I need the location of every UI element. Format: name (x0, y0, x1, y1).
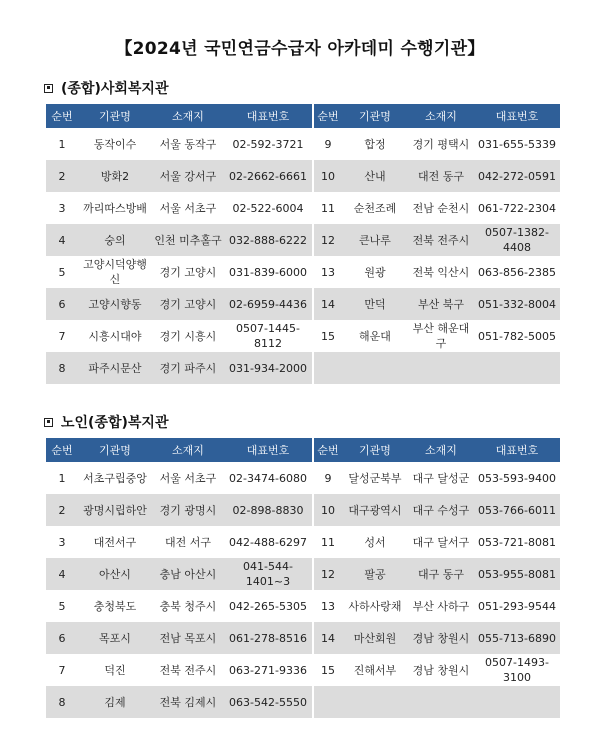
cell-col-no: 13 (321, 265, 335, 279)
cell-col-name: 진해서부 (353, 663, 397, 677)
table-header (314, 438, 560, 462)
cell-col-location: 경기 평택시 (412, 137, 470, 151)
cell-col-name: 마산회원 (353, 631, 397, 645)
cell-col-location: 충남 아산시 (159, 567, 217, 581)
table-row (46, 686, 312, 718)
cell-col-location: 대전 동구 (417, 169, 464, 183)
cell-col-location: 경남 창원시 (412, 663, 470, 677)
cell-col-name: 만덕 (364, 297, 386, 311)
cell-col-location: 경기 광명시 (159, 503, 217, 517)
cell-col-name: 대구광역시 (348, 503, 402, 517)
cell-col-phone: 051-332-8004 (478, 297, 556, 311)
cell-col-location: 서울 서초구 (159, 471, 217, 485)
table-social-welfare (46, 104, 560, 384)
cell-col-name: 광명시립하안 (83, 503, 147, 517)
header-col-name: 기관명 (99, 443, 131, 457)
table-senior-welfare (46, 438, 560, 718)
cell-col-phone: 051-293-9544 (478, 599, 556, 613)
header-col-no: 순번 (317, 109, 339, 123)
cell-col-location: 경기 시흥시 (159, 329, 217, 343)
square-bullet-icon (44, 418, 53, 427)
cell-col-no: 13 (321, 599, 335, 613)
cell-col-no: 6 (58, 631, 66, 645)
cell-col-phone: 042-272-0591 (478, 169, 556, 183)
cell-col-name: 시흥시대야 (88, 329, 142, 343)
table-row (46, 352, 312, 384)
cell-col-name: 동작이수 (93, 137, 137, 151)
cell-col-location: 서울 서초구 (159, 201, 217, 215)
cell-col-phone: 051-782-5005 (478, 329, 556, 343)
cell-col-name: 방화2 (100, 169, 130, 183)
table-row (46, 526, 312, 558)
cell-col-name: 순천조례 (353, 201, 397, 215)
cell-col-no: 10 (321, 169, 335, 183)
cell-col-no: 7 (58, 329, 66, 343)
cell-col-phone: 053-593-9400 (478, 471, 556, 485)
table-row (314, 288, 560, 320)
cell-col-name: 고양시덕양행신 (83, 258, 147, 286)
header-col-phone: 대표번호 (495, 443, 539, 457)
cell-col-phone: 02-3474-6080 (229, 471, 307, 485)
table-row (314, 320, 560, 352)
table-header (314, 104, 560, 128)
cell-col-location: 서울 동작구 (159, 137, 217, 151)
page-title: 【2024년 국민연금수급자 아카데미 수행기관】 (115, 39, 485, 59)
cell-col-location: 전북 김제시 (159, 695, 217, 709)
cell-col-location: 경기 고양시 (159, 265, 217, 279)
cell-col-phone: 02-6959-4436 (229, 297, 307, 311)
section-title-text: (종합)사회복지관 (61, 81, 169, 97)
table-row (46, 128, 312, 160)
cell-col-location: 부산 사하구 (412, 599, 470, 613)
cell-col-no: 9 (324, 471, 332, 485)
cell-col-no: 3 (58, 201, 66, 215)
header-col-name: 기관명 (359, 109, 391, 123)
cell-col-no: 11 (321, 201, 335, 215)
header-col-phone: 대표번호 (246, 443, 290, 457)
table-half-left (46, 438, 312, 718)
cell-col-name: 원광 (364, 265, 386, 279)
table-row (314, 256, 560, 288)
cell-col-phone: 041-544-1401~3 (243, 560, 293, 588)
table-row (46, 622, 312, 654)
cell-col-phone: 042-488-6297 (229, 535, 307, 549)
table-row (46, 654, 312, 686)
cell-col-location: 경남 창원시 (412, 631, 470, 645)
cell-col-name: 합정 (364, 137, 386, 151)
section-title-text: 노인(종합)복지관 (61, 415, 169, 431)
table-row (314, 494, 560, 526)
cell-col-name: 사하사랑채 (348, 599, 402, 613)
cell-col-no: 15 (321, 329, 335, 343)
cell-col-name: 서초구립중앙 (83, 471, 147, 485)
table-row (46, 558, 312, 590)
table-row (46, 462, 312, 494)
cell-col-phone: 053-955-8081 (478, 567, 556, 581)
cell-col-no: 2 (58, 169, 66, 183)
section-title-social-welfare (44, 78, 168, 98)
cell-col-location: 인천 미추홀구 (154, 233, 222, 247)
cell-col-phone: 02-592-3721 (232, 137, 304, 151)
cell-col-location: 전북 전주시 (159, 663, 217, 677)
cell-col-location: 경기 파주시 (159, 361, 217, 375)
cell-col-no: 5 (58, 265, 66, 279)
cell-col-location: 서울 강서구 (159, 169, 217, 183)
cell-col-location: 전남 순천시 (412, 201, 470, 215)
table-row (314, 622, 560, 654)
cell-col-no: 12 (321, 233, 335, 247)
header-col-no: 순번 (51, 109, 73, 123)
cell-col-phone: 031-934-2000 (229, 361, 307, 375)
table-row (314, 462, 560, 494)
table-row (46, 494, 312, 526)
header-col-phone: 대표번호 (246, 109, 290, 123)
header-col-no: 순번 (51, 443, 73, 457)
header-col-no: 순번 (317, 443, 339, 457)
cell-col-no: 4 (58, 233, 66, 247)
cell-col-phone: 053-721-8081 (478, 535, 556, 549)
header-col-location: 소재지 (425, 109, 457, 123)
cell-col-location: 경기 고양시 (159, 297, 217, 311)
table-row (314, 160, 560, 192)
cell-col-phone: 0507-1382-4408 (485, 226, 549, 254)
cell-col-phone: 055-713-6890 (478, 631, 556, 645)
cell-col-no: 14 (321, 631, 335, 645)
table-row (314, 192, 560, 224)
cell-col-no: 15 (321, 663, 335, 677)
cell-col-phone: 063-856-2385 (478, 265, 556, 279)
cell-col-no: 4 (58, 567, 66, 581)
cell-col-name: 파주시문산 (88, 361, 142, 375)
cell-col-no: 10 (321, 503, 335, 517)
cell-col-name: 김제 (104, 695, 126, 709)
cell-col-name: 목포시 (99, 631, 131, 645)
cell-col-location: 대구 달서구 (412, 535, 470, 549)
cell-col-phone: 063-271-9336 (229, 663, 307, 677)
cell-col-phone: 02-898-8830 (232, 503, 304, 517)
cell-col-no: 9 (324, 137, 332, 151)
cell-col-phone: 0507-1445-8112 (236, 322, 300, 350)
cell-col-location: 대전 서구 (164, 535, 211, 549)
cell-col-no: 1 (58, 471, 66, 485)
cell-col-name: 팔공 (364, 567, 386, 581)
table-half-right (314, 438, 560, 718)
table-row (314, 654, 560, 686)
header-col-location: 소재지 (172, 109, 204, 123)
cell-col-location: 부산 북구 (417, 297, 464, 311)
cell-col-phone: 02-522-6004 (232, 201, 304, 215)
cell-col-name: 고양시향동 (88, 297, 142, 311)
section-title-senior-welfare (44, 412, 168, 432)
header-col-location: 소재지 (425, 443, 457, 457)
cell-col-location: 대구 달성군 (412, 471, 470, 485)
table-row (314, 352, 560, 384)
header-col-phone: 대표번호 (495, 109, 539, 123)
cell-col-phone: 061-278-8516 (229, 631, 307, 645)
cell-col-name: 대전서구 (93, 535, 137, 549)
cell-col-name: 덕진 (104, 663, 126, 677)
cell-col-phone: 032-888-6222 (229, 233, 307, 247)
table-header (46, 104, 312, 128)
cell-col-location: 대구 동구 (417, 567, 464, 581)
cell-col-no: 11 (321, 535, 335, 549)
cell-col-name: 까리따스방배 (83, 201, 147, 215)
table-half-left (46, 104, 312, 384)
cell-col-location: 충북 청주시 (159, 599, 217, 613)
square-bullet-icon (44, 84, 53, 93)
cell-col-no: 2 (58, 503, 66, 517)
cell-col-location: 전북 익산시 (412, 265, 470, 279)
cell-col-phone: 053-766-6011 (478, 503, 556, 517)
cell-col-name: 달성군북부 (348, 471, 402, 485)
cell-col-location: 전남 목포시 (159, 631, 217, 645)
table-row (46, 256, 312, 288)
cell-col-no: 1 (58, 137, 66, 151)
cell-col-phone: 061-722-2304 (478, 201, 556, 215)
cell-col-no: 12 (321, 567, 335, 581)
table-half-right (314, 104, 560, 384)
table-row (46, 590, 312, 622)
table-row (46, 224, 312, 256)
cell-col-name: 성서 (364, 535, 386, 549)
cell-col-no: 5 (58, 599, 66, 613)
cell-col-phone: 031-839-6000 (229, 265, 307, 279)
cell-col-phone: 0507-1493-3100 (485, 656, 549, 684)
table-row (46, 192, 312, 224)
table-row (314, 590, 560, 622)
table-row (314, 224, 560, 256)
cell-col-no: 7 (58, 663, 66, 677)
table-header (46, 438, 312, 462)
cell-col-name: 산내 (364, 169, 386, 183)
cell-col-no: 8 (58, 695, 66, 709)
cell-col-phone: 063-542-5550 (229, 695, 307, 709)
cell-col-location: 대구 수성구 (412, 503, 470, 517)
cell-col-phone: 02-2662-6661 (229, 169, 307, 183)
table-row (46, 160, 312, 192)
header-col-name: 기관명 (359, 443, 391, 457)
header-col-location: 소재지 (172, 443, 204, 457)
header-col-name: 기관명 (99, 109, 131, 123)
table-row (314, 526, 560, 558)
cell-col-name: 충청북도 (93, 599, 137, 613)
cell-col-location: 전북 전주시 (412, 233, 470, 247)
cell-col-no: 14 (321, 297, 335, 311)
cell-col-name: 아산시 (99, 567, 131, 581)
cell-col-no: 6 (58, 297, 66, 311)
table-row (314, 558, 560, 590)
cell-col-name: 숭의 (104, 233, 126, 247)
table-row (46, 320, 312, 352)
cell-col-phone: 031-655-5339 (478, 137, 556, 151)
table-row (314, 128, 560, 160)
table-row (314, 686, 560, 718)
cell-col-no: 3 (58, 535, 66, 549)
cell-col-name: 큰나루 (359, 233, 391, 247)
cell-col-location: 부산 해운대구 (412, 322, 470, 350)
table-row (46, 288, 312, 320)
cell-col-no: 8 (58, 361, 66, 375)
cell-col-phone: 042-265-5305 (229, 599, 307, 613)
cell-col-name: 해운대 (359, 329, 391, 343)
